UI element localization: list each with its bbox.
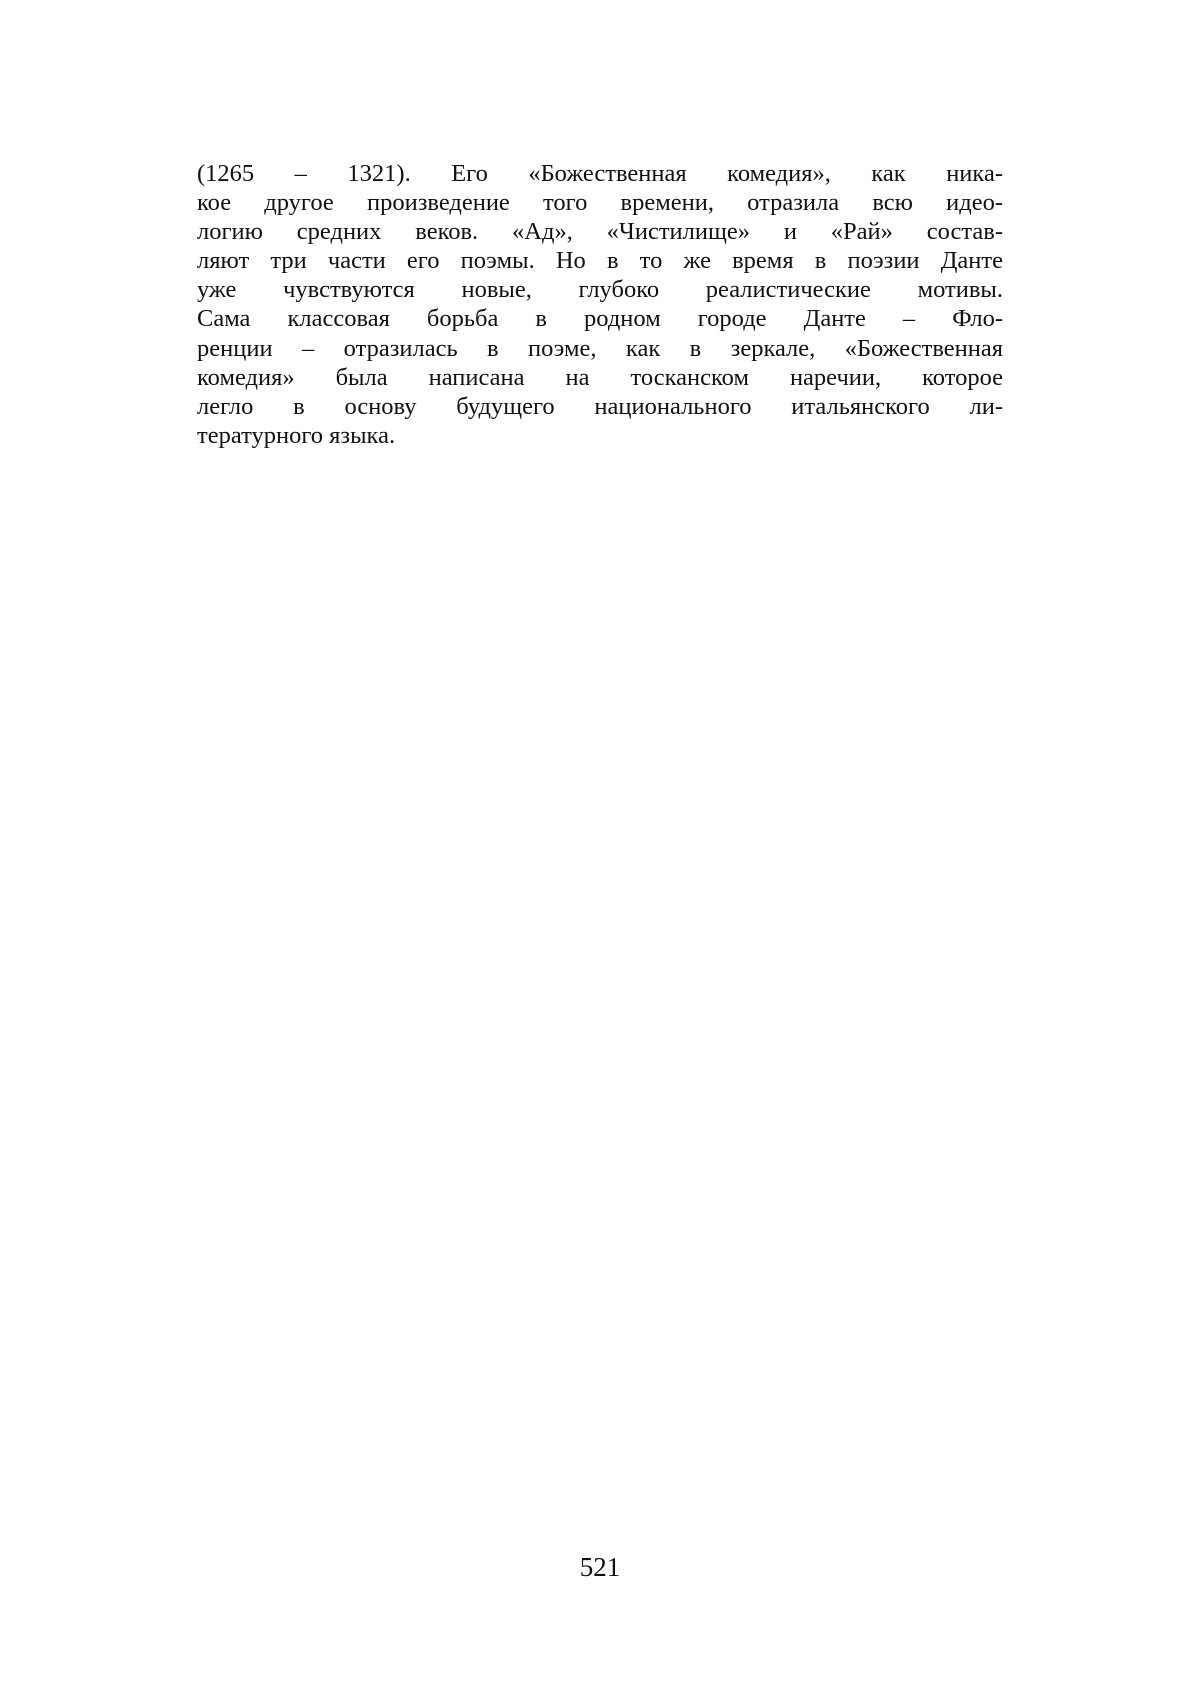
text-line: тературного языка. xyxy=(197,421,396,449)
body-paragraph xyxy=(197,159,1003,450)
text-line: комедия» была написана на тосканском наречии, которое xyxy=(197,363,1003,391)
text-line: (1265 – 1321). Его «Божественная комедия», как ника- xyxy=(197,160,1003,187)
page-number: 521 xyxy=(579,1552,621,1582)
text-line: кое другое произведение того времени, отразила всю идео- xyxy=(197,189,1003,217)
text-line: уже чувствуются новые, глубоко реалистические мотивы. xyxy=(197,276,1003,304)
text-line: ляют три части его поэмы. Но в то же время в поэзии Данте xyxy=(197,247,1003,275)
text-line: ренции – отразилась в поэме, как в зеркале, «Божественная xyxy=(197,334,1003,362)
text-line: Сама классовая борьба в родном городе Данте – Фло- xyxy=(197,305,1003,333)
text-line: логию средних веков. «Ад», «Чистилище» и «Рай» состав- xyxy=(197,218,1003,246)
text-line: легло в основу будущего национального итальянского ли- xyxy=(197,392,1003,420)
